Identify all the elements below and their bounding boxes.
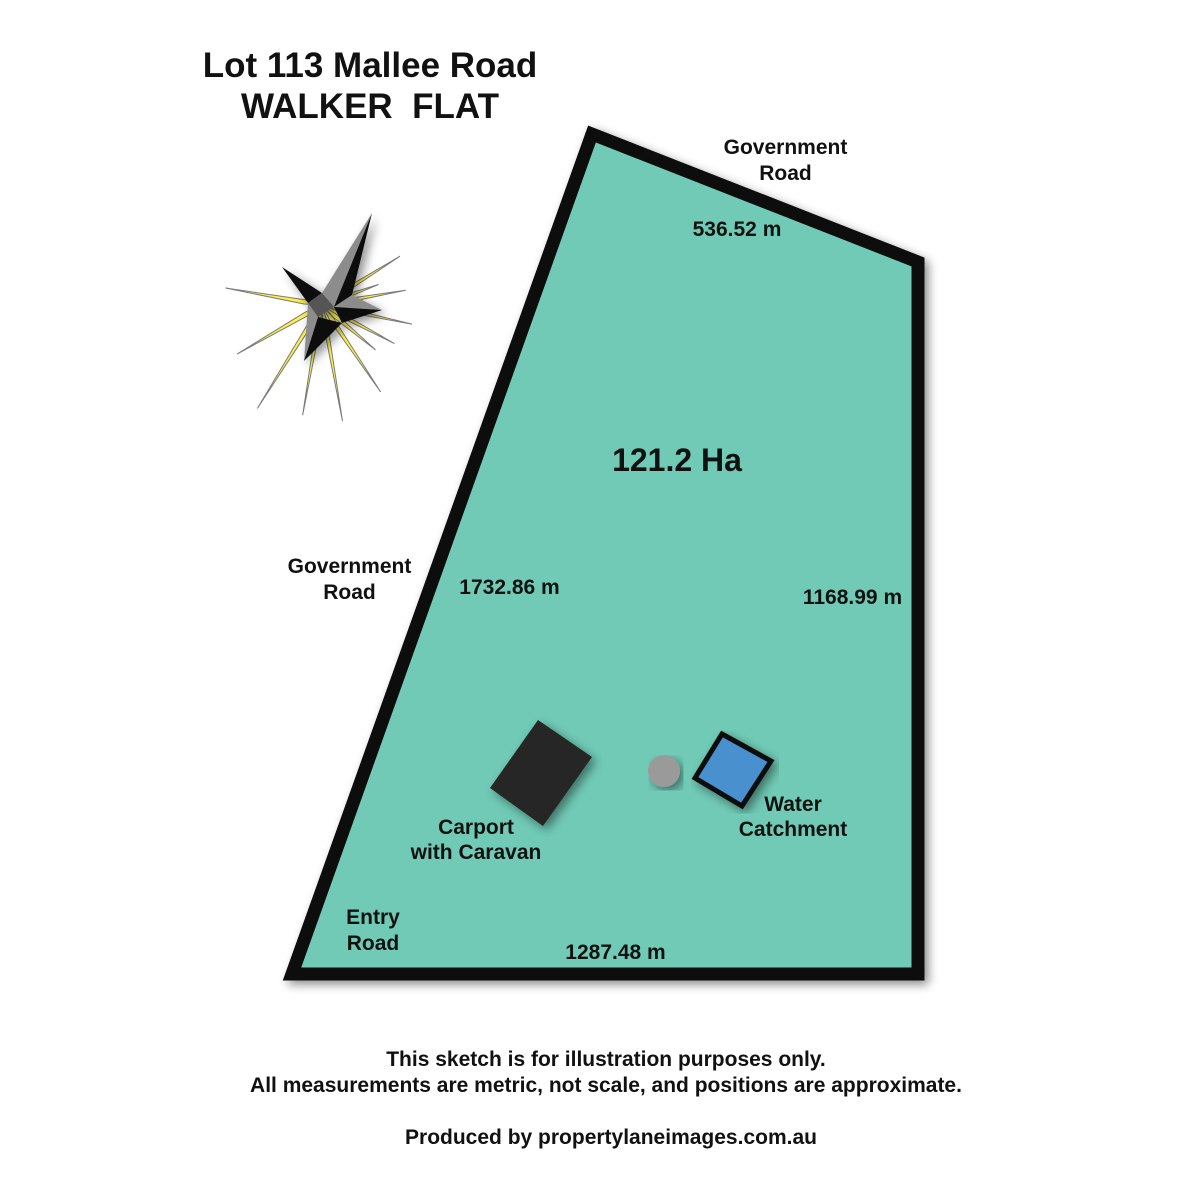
entry-road-label [322, 905, 424, 957]
title-line-1: Lot 113 Mallee Road [202, 46, 538, 85]
disclaimer-line-2: All measurements are metric, not scale, and positions are approximate. [250, 1074, 962, 1098]
west-road-line-1: Government [287, 555, 412, 578]
entry-road-line-1: Entry [346, 906, 400, 929]
carport-label-line-1: Carport [438, 816, 514, 839]
south-boundary-length: 1287.48 m [565, 941, 666, 964]
west-road-line-2: Road [323, 581, 376, 605]
water-label-line-1: Water [764, 793, 822, 816]
north-arrow-icon [226, 213, 413, 421]
north-road-line-1: Government [723, 136, 848, 159]
carport-label-line-2: with Caravan [410, 841, 542, 865]
north-boundary-length: 536.52 m [692, 218, 782, 241]
carport-label [400, 815, 552, 865]
water-catchment-label [722, 792, 864, 842]
compass-star [282, 213, 382, 361]
site-marker-dot [648, 755, 680, 787]
west-boundary-length: 1732.86 m [459, 576, 560, 599]
north-road-label [708, 135, 863, 187]
water-label-line-2: Catchment [738, 818, 848, 842]
producer-credit: Produced by propertylaneimages.com.au [405, 1126, 817, 1149]
lot-area: 121.2 Ha [612, 442, 742, 478]
north-road-line-2: Road [759, 162, 812, 186]
entry-road-line-2: Road [346, 932, 400, 956]
west-road-label [272, 554, 427, 606]
disclaimer-line-1: This sketch is for illustration purposes only. [386, 1048, 826, 1071]
page-title [160, 45, 580, 128]
east-boundary-length: 1168.99 m [802, 586, 903, 609]
disclaimer [0, 1047, 1200, 1100]
title-line-2: WALKER FLAT [241, 87, 499, 127]
